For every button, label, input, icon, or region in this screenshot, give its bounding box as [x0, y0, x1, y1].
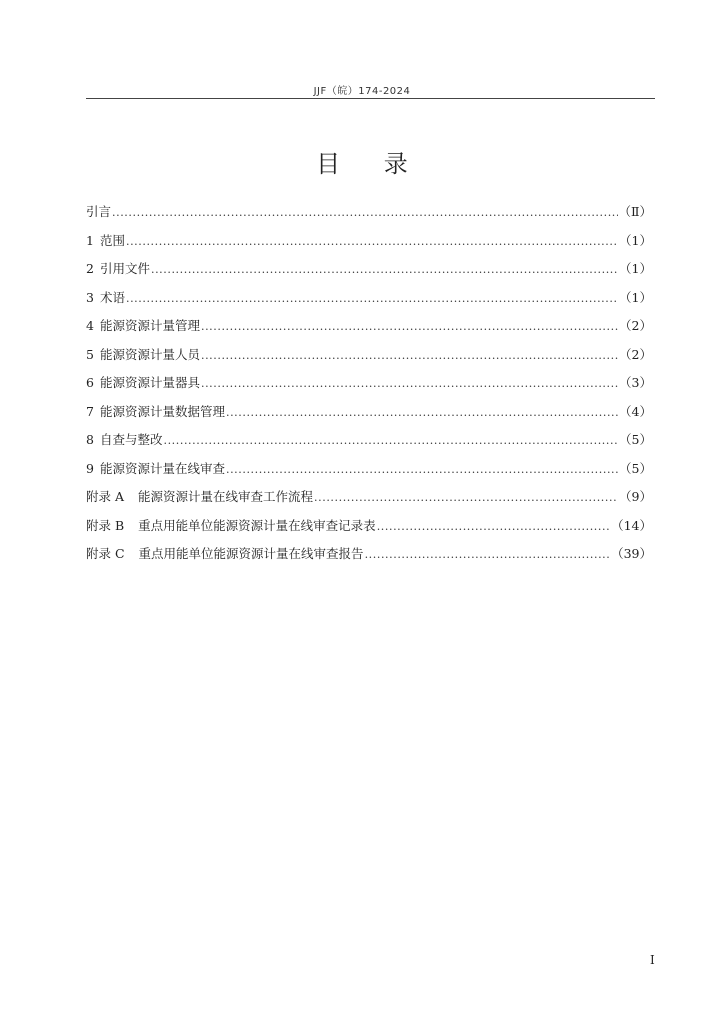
toc-entry-number: 3	[86, 289, 94, 305]
toc-entry-text: 引言	[86, 204, 112, 219]
toc-entry-1[interactable]	[86, 231, 652, 260]
toc-entry-text: 能源资源计量管理	[99, 318, 200, 333]
toc-entry-appendix-a[interactable]	[86, 487, 652, 516]
toc-entry-page: （Ⅱ）	[618, 204, 652, 219]
dot-leader	[365, 548, 611, 561]
toc-entry-2[interactable]	[86, 259, 652, 288]
dot-leader	[201, 377, 618, 390]
dot-leader	[151, 263, 618, 276]
dot-leader	[112, 206, 617, 219]
toc-entry-number: 7	[86, 403, 94, 419]
toc-entry-number: 附录 C	[86, 546, 125, 561]
toc-entry-3[interactable]	[86, 288, 652, 317]
toc-entry-introduction[interactable]	[86, 202, 652, 231]
header-divider	[86, 98, 655, 99]
toc-entry-page: （2）	[619, 318, 652, 333]
toc-entry-number: 附录 B	[86, 517, 125, 533]
toc-entry-6[interactable]	[86, 373, 652, 402]
toc-entry-number: 4	[86, 318, 94, 333]
toc-entry-page: （39）	[611, 546, 652, 561]
toc-entry-text: 术语	[99, 289, 125, 305]
toc-entry-8[interactable]	[86, 430, 652, 459]
toc-entry-text: 能源资源计量器具	[99, 375, 200, 390]
toc-entry-page: （5）	[619, 460, 652, 476]
toc-entry-page: （3）	[619, 375, 652, 390]
toc-entry-text: 重点用能单位能源资源计量在线审查记录表	[138, 517, 376, 533]
toc-entry-text: 范围	[99, 232, 125, 248]
toc-entry-page: （9）	[619, 489, 652, 504]
document-code-header: JJF（皖）174-2024	[313, 86, 411, 97]
toc-entry-page: （1）	[619, 261, 652, 276]
toc-entry-page: （5）	[619, 432, 652, 447]
toc-entry-number: 8	[86, 432, 94, 447]
toc-entry-page: （14）	[611, 517, 652, 533]
dot-leader	[314, 491, 618, 504]
toc-entry-text: 能源资源计量在线审查	[99, 460, 225, 476]
table-of-contents	[86, 202, 652, 573]
toc-entry-text: 能源资源计量数据管理	[99, 403, 225, 419]
toc-entry-text: 重点用能单位能源资源计量在线审查报告	[138, 546, 364, 561]
page-title: 目 录	[316, 150, 426, 178]
toc-entry-9[interactable]	[86, 459, 652, 488]
dot-leader	[201, 320, 618, 333]
toc-entry-number: 附录 A	[86, 489, 125, 504]
dot-leader	[126, 292, 618, 305]
toc-entry-text: 能源资源计量在线审查工作流程	[138, 489, 314, 504]
dot-leader	[226, 463, 618, 476]
toc-entry-page: （1）	[619, 232, 652, 248]
page-number: I	[650, 953, 655, 967]
toc-entry-number: 9	[86, 460, 94, 476]
dot-leader	[377, 520, 610, 533]
toc-entry-5[interactable]	[86, 345, 652, 374]
toc-entry-page: （2）	[619, 346, 652, 362]
toc-entry-number: 2	[86, 261, 94, 276]
toc-entry-7[interactable]	[86, 402, 652, 431]
dot-leader	[201, 349, 618, 362]
toc-entry-text: 能源资源计量人员	[99, 346, 200, 362]
toc-entry-text: 引用文件	[99, 261, 150, 276]
toc-entry-page: （4）	[619, 403, 652, 419]
toc-entry-appendix-b[interactable]	[86, 516, 652, 545]
toc-entry-number: 5	[86, 346, 94, 362]
toc-entry-number: 1	[86, 232, 94, 248]
dot-leader	[126, 235, 618, 248]
toc-entry-appendix-c[interactable]	[86, 544, 652, 573]
dot-leader	[226, 406, 618, 419]
toc-entry-text: 自查与整改	[99, 432, 163, 447]
toc-entry-page: （1）	[619, 289, 652, 305]
toc-entry-4[interactable]	[86, 316, 652, 345]
dot-leader	[163, 434, 618, 447]
toc-entry-number: 6	[86, 375, 94, 390]
